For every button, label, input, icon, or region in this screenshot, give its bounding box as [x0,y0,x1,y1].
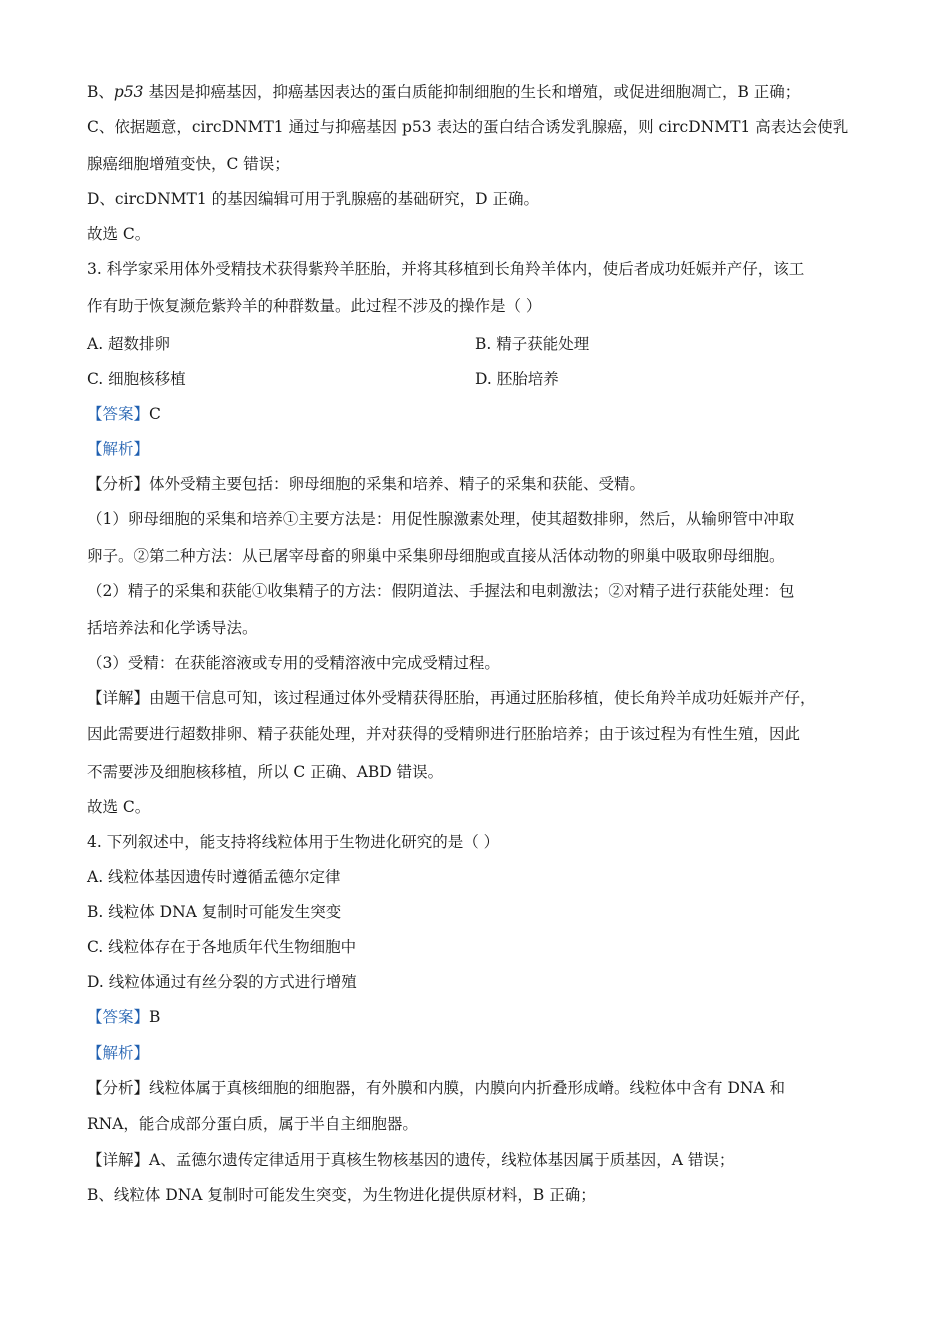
question-3-stem-cont: 作有助于恢复濒危紫羚羊的种群数量。此过程不涉及的操作是（ ） [87,297,542,315]
detail-line [87,1150,734,1170]
analysis-text: 体外受精主要包括：卵母细胞的采集和培养、精子的采集和获能、受精。 [149,475,646,493]
analysis-point-3: （3）受精：在获能溶液或专用的受精溶液中完成受精过程。 [87,654,500,672]
question-4-option-a: A. 线粒体基因遗传时遵循孟德尔定律 [87,868,341,886]
analysis-point-2: （2）精子的采集和获能①收集精子的方法：假阴道法、手握法和电刺激法；②对精子进行获能处理：包 [87,582,795,600]
answer-value: B [149,1008,161,1026]
analysis-point-1: （1）卵母细胞的采集和培养①主要方法是：用促性腺激素处理，使其超数排卵，然后，从输卵管中冲取 [87,510,795,528]
analysis-heading: 【解析】 [87,1044,150,1062]
analysis-point-1-cont: 卵子。②第二种方法：从已屠宰母畜的卵巢中采集卵母细胞或直接从活体动物的卵巢中吸取卵母细胞。 [87,547,785,565]
question-3-option-a: A. 超数排卵 [87,335,171,353]
question-3-option-b: B. 精子获能处理 [475,335,590,353]
question-3-option-d: D. 胚胎培养 [475,370,559,388]
question-3-stem: 3. 科学家采用体外受精技术获得紫羚羊胚胎，并将其移植到长角羚羊体内，使后者成功妊娠并产仔，该工 [87,260,805,278]
text-line: D、circDNMT1 的基因编辑可用于乳腺癌的基础研究，D 正确。 [87,190,539,208]
detail-line [87,688,816,708]
conclusion-line: 故选 C。 [87,798,151,816]
answer-value: C [149,405,161,423]
gene-name-italic: p53 [113,83,144,101]
text-line [87,82,800,102]
analysis-line-cont: RNA，能合成部分蛋白质，属于半自主细胞器。 [87,1115,418,1133]
question-4-option-b: B. 线粒体 DNA 复制时可能发生突变 [87,903,342,921]
analysis-tag: 【分析】 [87,475,150,493]
detail-text: 由题干信息可知，该过程通过体外受精获得胚胎，再通过胚胎移植，使长角羚羊成功妊娠并产仔， [149,689,816,707]
text-line: C、依据题意，circDNMT1 通过与抑癌基因 p53 表达的蛋白结合诱发乳腺癌，则 circDNMT1 高表达会使乳 [87,118,849,136]
analysis-line [87,474,645,494]
question-4-option-d: D. 线粒体通过有丝分裂的方式进行增殖 [87,973,357,991]
text-span: B、 [87,83,114,101]
analysis-heading: 【解析】 [87,440,150,458]
question-4-option-c: C. 线粒体存在于各地质年代生物细胞中 [87,938,357,956]
question-4-answer [87,1007,160,1027]
answer-tag: 【答案】 [87,1008,150,1026]
detail-line-cont: 因此需要进行超数排卵、精子获能处理，并对获得的受精卵进行胚胎培养；由于该过程为有性生殖，因此 [87,725,801,743]
detail-tag: 【详解】 [87,1151,150,1169]
question-4-stem: 4. 下列叙述中，能支持将线粒体用于生物进化研究的是（ ） [87,833,500,851]
text-span: 基因是抑癌基因，抑癌基因表达的蛋白质能抑制细胞的生长和增殖，或促进细胞凋亡，B 正确； [143,83,801,101]
question-3-answer [87,404,161,424]
detail-text: A、孟德尔遗传定律适用于真核生物核基因的遗传，线粒体基因属于质基因，A 错误； [149,1151,735,1169]
conclusion-line: 故选 C。 [87,225,151,243]
detail-line-cont: B、线粒体 DNA 复制时可能发生突变，为生物进化提供原材料，B 正确； [87,1186,596,1204]
answer-tag: 【答案】 [87,405,150,423]
analysis-line [87,1078,785,1098]
analysis-tag: 【分析】 [87,1079,150,1097]
text-line: 腺癌细胞增殖变快，C 错误； [87,155,290,173]
analysis-text: 线粒体属于真核细胞的细胞器，有外膜和内膜，内膜向内折叠形成嵴。线粒体中含有 DNA 和 [149,1079,786,1097]
detail-line-cont: 不需要涉及细胞核移植，所以 C 正确、ABD 错误。 [87,763,444,781]
analysis-point-2-cont: 括培养法和化学诱导法。 [87,619,258,637]
question-3-option-c: C. 细胞核移植 [87,370,186,388]
detail-tag: 【详解】 [87,689,150,707]
